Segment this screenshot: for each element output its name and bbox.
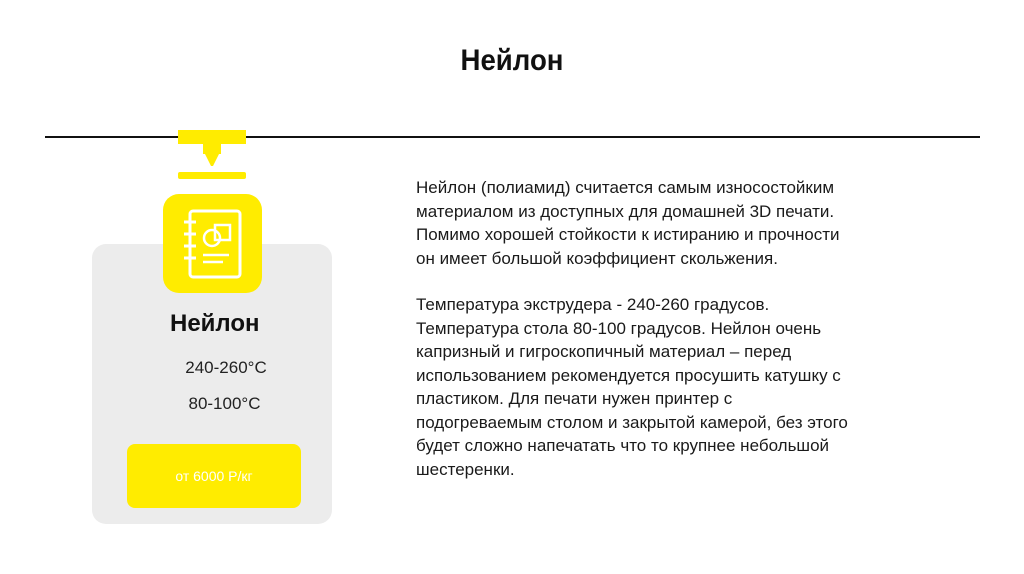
description-line: пластиком. Для печати нужен принтер с	[416, 389, 733, 408]
description-line: он имеет большой коэффициент скольжения.	[416, 248, 778, 268]
description-line: капризный и гигроскопичный материал – перед	[416, 342, 792, 361]
description-line: Помимо хорошей стойкости к истиранию и прочности	[416, 225, 840, 244]
description-line: шестеренки.	[416, 459, 515, 479]
description-line: подогреваемым столом и закрытой камерой, без этого	[416, 412, 848, 432]
description-paragraph-2	[416, 293, 956, 481]
bed-temperature: 80-100°C	[188, 394, 261, 413]
material-icon-box	[163, 194, 262, 293]
slide-title: Нейлон	[460, 44, 564, 77]
description-line: Нейлон (полиамид) считается самым износостойким	[416, 178, 835, 197]
extruder-temperature: 240-260°C	[185, 358, 267, 377]
notebook-icon	[163, 194, 262, 293]
description-line: Температура стола 80-100 градусов. Нейлон очень	[416, 318, 822, 338]
description-line: материалом из доступных для домашней 3D печати.	[416, 201, 835, 221]
price-button[interactable]: от 6000 Р/кг	[127, 444, 301, 508]
title-divider	[45, 136, 980, 138]
description-line: Температура экструдера - 240-260 градусов.	[416, 295, 770, 314]
description-line: использованием рекомендуется просушить катушку с	[416, 365, 841, 385]
description-line: будет сложно напечатать что то крупнее небольшой	[416, 436, 830, 455]
card-material-name: Нейлон	[170, 310, 260, 337]
description-paragraph-1	[416, 176, 956, 270]
